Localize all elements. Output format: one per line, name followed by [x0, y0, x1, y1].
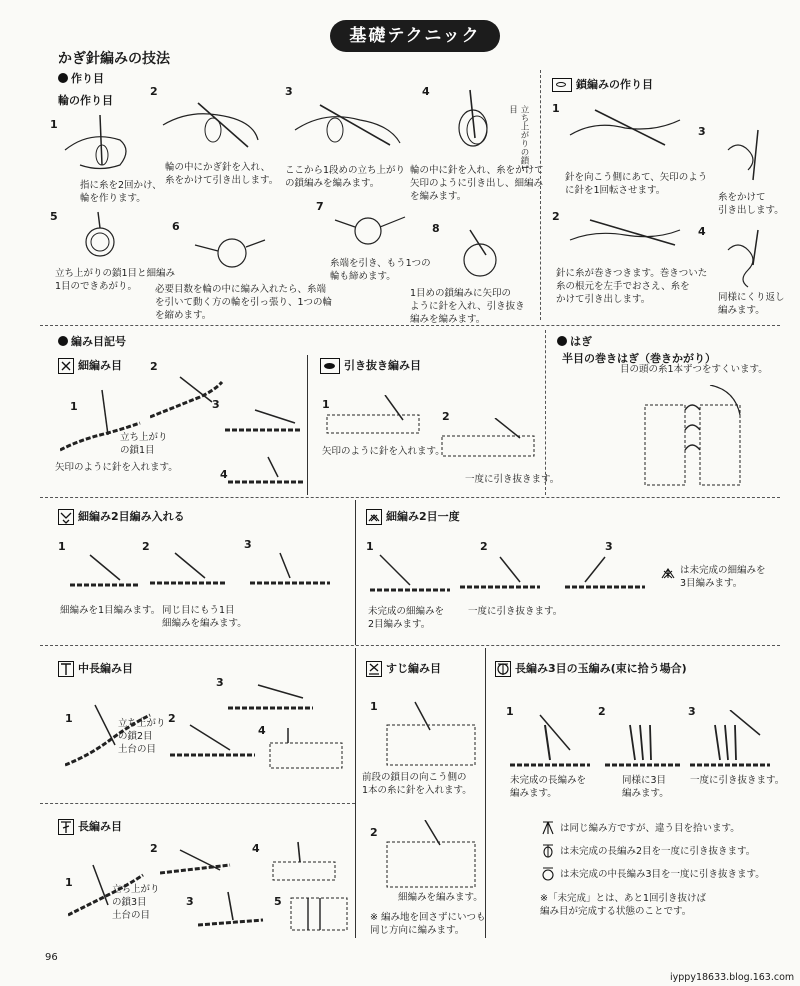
koma2ichido-title — [366, 508, 460, 525]
step-caption: 針に糸が巻きつきます。巻きついた 糸の根元を左手でおさえ、糸を かけて引き出します。 — [556, 268, 708, 305]
tamaami-caption-3: 一度に引き抜きます。 — [690, 775, 785, 786]
koma2ire-caption-2: 同じ目にもう1目 細編みを編みます。 — [162, 605, 247, 629]
komaami-caption: 矢印のように針を入れます。 — [55, 462, 178, 473]
komaami-title-text: 細編み目 — [78, 359, 122, 372]
illustration-komaami-2 — [150, 372, 225, 427]
step-caption: 同様にくり返し 編みます。 — [718, 292, 785, 316]
step-num: 6 — [172, 220, 180, 233]
naga-title-text: 長編み目 — [78, 820, 122, 833]
chunaga-title-text: 中長編み目 — [78, 662, 133, 675]
hagi-caption: 目の頭の糸1本ずつをすくいます。 — [620, 364, 768, 375]
divider — [40, 803, 355, 804]
triple-decrease-symbol-icon — [660, 565, 676, 581]
tamaami-title — [495, 660, 687, 677]
illustration-koma2ichido-2 — [460, 552, 545, 597]
bobble-symbol-icon — [495, 661, 511, 677]
step-num: 1 — [65, 712, 73, 725]
step-num: 4 — [258, 724, 266, 737]
tamaami-mikansei: ※「未完成」とは、あと1回引き抜けば 編み目が完成する状態のことです。 — [540, 893, 707, 917]
illustration-hikinuki-2 — [440, 418, 540, 463]
step-num: 2 — [370, 826, 378, 839]
bullet-icon — [557, 336, 567, 346]
divider — [485, 648, 486, 938]
step-num: 8 — [432, 222, 440, 235]
step-num: 2 — [150, 85, 158, 98]
page-number: 96 — [45, 952, 58, 963]
illustration-tamaami-3 — [690, 710, 775, 775]
step-caption: 必要目数を輪の中に編み入れたら、糸端 を引いて動く方の輪を引っ張り、1つの輪 を縮めます。 — [155, 284, 333, 321]
step-caption: ここから1段めの立ち上がり の鎖編みを編みます。 — [285, 165, 406, 189]
koma2ire-title — [58, 508, 185, 525]
illustration-chain-step3 — [718, 125, 773, 185]
step-num: 1 — [366, 540, 374, 553]
illustration-chain-step1 — [565, 100, 685, 160]
koma2ichido-note: は未完成の細編みを 3目編みます。 — [680, 565, 766, 589]
step-num: 3 — [605, 540, 613, 553]
illustration-ring-step1 — [60, 110, 140, 180]
illustration-suji-1 — [385, 700, 480, 770]
tsukurime-sub: 輪の作り目 — [58, 94, 113, 107]
divider — [355, 500, 356, 645]
komaami-label: 立ち上がり の鎖1目 — [120, 432, 168, 456]
step-num: 1 — [506, 705, 514, 718]
illustration-naga-4 — [268, 840, 343, 885]
illustration-hikinuki-1 — [325, 395, 425, 440]
bullet-icon — [58, 336, 68, 346]
kigou-heading — [58, 333, 126, 349]
suji-title — [366, 660, 441, 677]
illustration-naga-2 — [160, 845, 235, 885]
step-caption: 輪の中に針を入れ、糸をかけて 矢印のように引き出し、細編み を編みます。 — [410, 165, 544, 202]
illustration-ring-step7 — [330, 205, 410, 260]
illustration-ring-step6 — [190, 225, 270, 280]
illustration-koma2ichido-3 — [565, 552, 650, 597]
step-num: 4 — [422, 85, 430, 98]
step-num: 5 — [50, 210, 58, 223]
step-num: 1 — [50, 118, 58, 131]
illustration-chunaga-2 — [170, 720, 260, 765]
page-title: かぎ針編みの技法 — [58, 51, 170, 67]
tamaami-caption-1: 未完成の長編みを 編みます。 — [510, 775, 587, 799]
illustration-chain-step2 — [565, 205, 685, 265]
kigou-heading-text: 編み目記号 — [71, 335, 126, 348]
step-num: 2 — [168, 712, 176, 725]
step-num: 3 — [688, 705, 696, 718]
illustration-koma2ichido-1 — [370, 550, 455, 600]
hdc3-bobble-icon — [540, 866, 556, 882]
illustration-tamaami-2 — [605, 710, 685, 775]
step-num: 1 — [322, 398, 330, 411]
illustration-naga-5 — [288, 890, 353, 935]
step-num: 5 — [274, 895, 282, 908]
illustration-koma2ire-1 — [70, 550, 145, 595]
illustration-komaami-4 — [228, 452, 308, 492]
step-num: 1 — [370, 700, 378, 713]
step-caption: 指に糸を2回かけ、 輪を作ります。 — [80, 180, 162, 204]
dc2-bobble-icon — [540, 843, 556, 859]
illustration-koma2ire-2 — [150, 548, 230, 593]
koma2ichido-title-text: 細編み2目一度 — [386, 510, 460, 523]
hagi-heading — [557, 333, 592, 349]
suji-title-text: すじ編み目 — [386, 662, 441, 675]
chunaga-label: 立ち上がり の鎖2目 土台の目 — [118, 718, 166, 755]
step-num: 1 — [552, 102, 560, 115]
step-num: 1 — [70, 400, 78, 413]
illustration-ring-step2 — [158, 95, 268, 160]
suji-note: ※ 編み地を回さずにいつも 同じ方向に編みます。 — [370, 912, 486, 936]
divider — [540, 70, 541, 320]
step-num: 2 — [442, 410, 450, 423]
hikinuki-title — [320, 357, 421, 374]
illustration-ring-step8 — [450, 225, 520, 285]
step-num: 4 — [698, 225, 706, 238]
step-num: 3 — [216, 676, 224, 689]
x-symbol-icon — [58, 358, 74, 374]
step-num: 7 — [316, 200, 324, 213]
tsukurime-heading — [58, 70, 104, 86]
step-num: 1 — [65, 876, 73, 889]
illustration-naga-3 — [198, 890, 268, 935]
divider — [40, 325, 780, 326]
step-num: 2 — [142, 540, 150, 553]
step-num: 3 — [212, 398, 220, 411]
naga-label: 立ち上がり の鎖3目 土台の目 — [112, 884, 160, 921]
bobble-variant-icon — [540, 820, 556, 836]
naga-title — [58, 818, 122, 835]
step-caption: 針を向こう側にあて、矢印のよう に針を1回転させます。 — [565, 172, 708, 196]
step-caption: 糸をかけて 引き出します。 — [718, 192, 784, 216]
suji-caption-2: 細編みを編みます。 — [398, 892, 483, 903]
increase-symbol-icon — [58, 509, 74, 525]
step-num: 2 — [150, 842, 158, 855]
koma2ichido-caption-1: 未完成の細編みを 2目編みます。 — [368, 606, 445, 630]
tamaami-note: は未完成の長編み2目を一度に引き抜きます。 — [560, 846, 756, 857]
chain-symbol-icon — [552, 78, 572, 92]
chunaga-title — [58, 660, 133, 677]
step-caption: 輪の中にかぎ針を入れ、 糸をかけて引き出します。 — [165, 162, 279, 186]
divider — [545, 330, 546, 495]
watermark: iyppy18633.blog.163.com — [670, 972, 795, 983]
koma2ichido-caption-2: 一度に引き抜きます。 — [468, 606, 563, 617]
hikinuki-caption-2: 一度に引き抜きます。 — [465, 474, 560, 485]
tamaami-note: は同じ編み方ですが、違う目を拾います。 — [560, 823, 740, 834]
bullet-icon — [58, 73, 68, 83]
divider — [40, 645, 780, 646]
divider — [355, 648, 356, 938]
hagi-sub: 半目の巻きはぎ（巻きかがり） — [562, 352, 716, 365]
tamaami-title-text: 長編み3目の玉編み(束に拾う場合) — [515, 662, 687, 675]
step-num: 2 — [150, 360, 158, 373]
dc-symbol-icon — [58, 819, 74, 835]
suji-caption-1: 前段の鎖目の向こう側の 1本の糸に針を入れます。 — [362, 772, 472, 796]
illustration-komaami-3 — [225, 405, 305, 440]
page-banner: 基礎テクニック — [330, 20, 500, 52]
kusari-heading — [552, 76, 653, 92]
step-num: 2 — [552, 210, 560, 223]
illustration-suji-2 — [385, 820, 480, 890]
step-caption: 立ち上がりの鎖1目と細編み 1目のできあがり。 — [55, 268, 176, 292]
illustration-tamaami-1 — [510, 710, 595, 775]
step4-label: 立ち上がりの鎖1目 — [507, 105, 529, 170]
slip-stitch-symbol-icon — [320, 358, 340, 374]
step-caption: 1目めの鎖編みに矢印の ように針を入れ、引き抜き 編みを編みます。 — [410, 288, 525, 325]
kusari-heading-text: 鎖編みの作り目 — [576, 78, 653, 91]
illustration-ring-step5 — [78, 210, 128, 265]
step-num: 3 — [698, 125, 706, 138]
tamaami-caption-2: 同様に3目 編みます。 — [622, 775, 669, 799]
step-num: 3 — [186, 895, 194, 908]
koma2ire-title-text: 細編み2目編み入れる — [78, 510, 185, 523]
step-num: 2 — [598, 705, 606, 718]
illustration-hagi — [640, 385, 760, 490]
step-num: 1 — [58, 540, 66, 553]
illustration-ring-step4 — [445, 88, 505, 158]
step-num: 4 — [220, 468, 228, 481]
step-num: 3 — [244, 538, 252, 551]
divider — [40, 497, 780, 498]
step-num: 3 — [285, 85, 293, 98]
back-loop-symbol-icon — [366, 661, 382, 677]
step-num: 4 — [252, 842, 260, 855]
hikinuki-caption-1: 矢印のように針を入れます。 — [322, 446, 445, 457]
step-caption: 糸端を引き、もう1つの 輪も締めます。 — [330, 258, 431, 282]
komaami-title — [58, 357, 122, 374]
tamaami-note: は未完成の中長編み3目を一度に引き抜きます。 — [560, 869, 765, 880]
koma2ire-caption-1: 細編みを1目編みます。 — [60, 605, 161, 616]
hikinuki-title-text: 引き抜き編み目 — [344, 359, 421, 372]
illustration-ring-step3 — [290, 95, 405, 160]
t-symbol-icon — [58, 661, 74, 677]
illustration-chunaga-3 — [228, 680, 318, 720]
illustration-chain-step4 — [718, 225, 773, 290]
tsukurime-heading-text: 作り目 — [71, 72, 104, 85]
step-num: 2 — [480, 540, 488, 553]
hagi-heading-text: はぎ — [570, 335, 592, 348]
illustration-chunaga-4 — [268, 728, 348, 773]
illustration-koma2ire-3 — [250, 548, 335, 593]
decrease-symbol-icon — [366, 509, 382, 525]
